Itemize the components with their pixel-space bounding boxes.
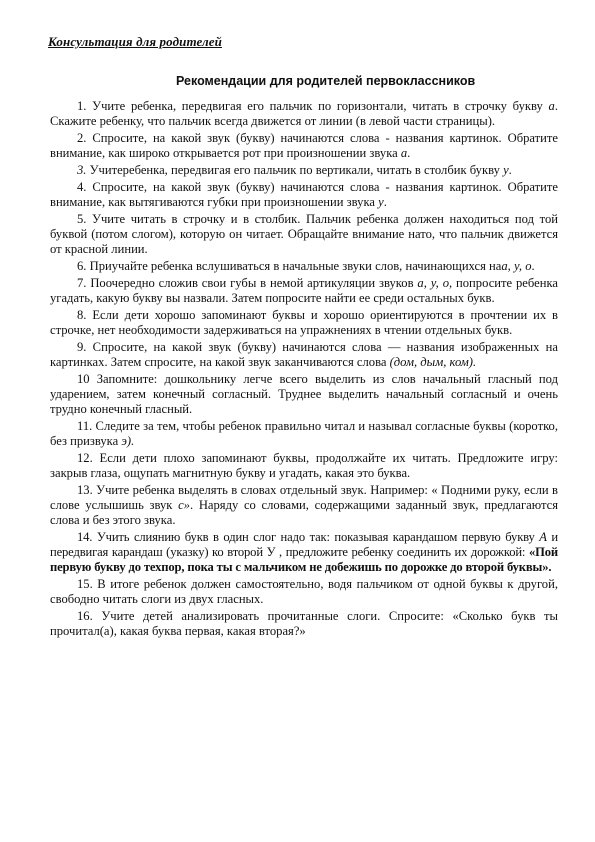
- recommendation-item: 14. Учить слиянию букв в один слог надо так: показывая карандашом первую букву А и передвигая карандаш (указку) ко второй У , предложите ребенку соединить их дорожкой: «Пой первую букву до техпор, пока ты с мальчиком не добежишь по дорожке до второй буквы».: [50, 529, 559, 575]
- recommendation-item: 8. Если дети хорошо запоминают буквы и хорошо ориентируются в прочтении их в строчке, нет необходимости задерживаться на упражнениях в чтении отдельных букв.: [50, 307, 558, 337]
- consultation-heading: Консультация для родителей: [48, 34, 223, 49]
- recommendation-item: 9. Спросите, на какой звук (букву) начинаются слова — названия изображенных на картинках. Затем спросите, на какой звук заканчиваются слова (дом, дым, ком).: [50, 339, 558, 369]
- recommendation-item: 15. В итоге ребенок должен самостоятельно, водя пальчиком от одной буквы к другой, свободно читать слоги из двух гласных.: [50, 576, 558, 607]
- recommendation-item: 6. Приучайте ребенка вслушиваться в начальные звуки слов, начинающихся наа, у, о.: [77, 258, 535, 273]
- recommendation-item: 10 Запомните: дошкольнику легче всего выделить из слов начальный гласный под ударением, затем конечный согласный. Труднее выделить начальный согласный и очень трудно конечный гласный.: [50, 371, 558, 416]
- document-title: Рекомендации для родителей первоклассников: [176, 74, 476, 88]
- recommendation-item: 12. Если дети плохо запоминают буквы, продолжайте их читать. Предложите игру: закрыв глаза, ощупать магнитную букву и угадать, какая это буква.: [50, 450, 558, 480]
- recommendation-item: 7. Поочередно сложив свои губы в немой артикуляции звуков а, у, о, попросите ребенка угадать, какую букву вы назвали. Затем попросите найти ее среди остальных букв.: [50, 275, 558, 305]
- recommendation-item: 5. Учите читать в строчку и в столбик. Пальчик ребенка должен находиться под той буквой (потом слогом), которую он читает. Обращайте внимание нато, что пальчик движется от красной линии.: [50, 211, 558, 257]
- recommendation-item: 13. Учите ребенка выделять в словах отдельный звук. Например: « Подними руку, если в слове услышишь звук с». Наряду со словами, содержащими заданный звук, предлагаются слова и без этого звука.: [50, 482, 558, 527]
- recommendation-item: 4. Спросите, на какой звук (букву) начинаются слова - названия картинок. Обратите внимание, как вытягиваются губки при произношении звука у.: [50, 179, 558, 209]
- recommendation-item: 2. Спросите, на какой звук (букву) начинаются слова - названия картинок. Обратите внимание, как широко открывается рот при произношении звука а.: [50, 130, 558, 161]
- recommendation-item: 16. Учите детей анализировать прочитанные слоги. Спросите: «Сколько букв ты прочитал(а), какая буква первая, какая вторая?»: [50, 608, 558, 639]
- recommendation-item: 3. Учитеребенка, передвигая его пальчик по вертикали, читать в столбик букву у.: [77, 162, 512, 177]
- recommendations-list: [50, 99, 558, 639]
- recommendation-item: 11. Следите за тем, чтобы ребенок правильно читал и называл согласные буквы (коротко, без призвука э).: [50, 418, 558, 448]
- recommendation-item: 1. Учите ребенка, передвигая его пальчик по горизонтали, читать в строчку букву а. Скажите ребенку, что пальчик всегда движется от линии (в левой части страницы).: [50, 99, 558, 129]
